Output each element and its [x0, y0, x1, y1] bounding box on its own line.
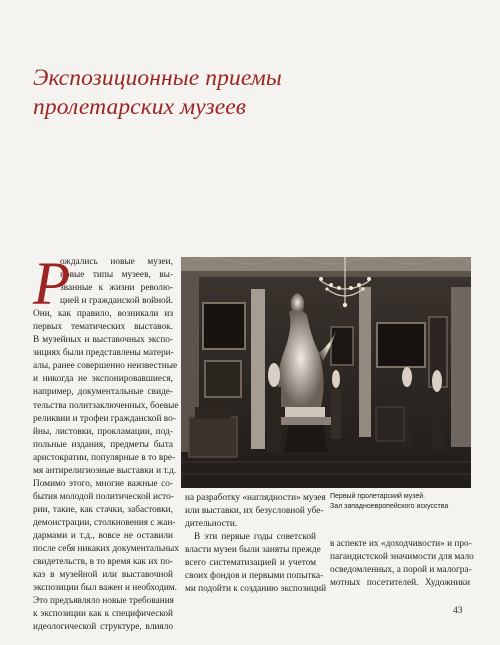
chapter-title-line-1: Экспозиционные приемы	[33, 65, 282, 91]
text-line: свидетельств, в то время как их по-	[33, 557, 173, 568]
text-line: идеологической структуре, влияло	[33, 622, 173, 633]
caption-line-2: Зал западноевропейского искусства	[330, 503, 449, 510]
text-line: в аспекте их «доходчивости» и про-	[330, 539, 472, 549]
text-line: Это предъявляло новые требования	[33, 596, 174, 607]
drop-cap: Р	[33, 251, 71, 318]
caption-line-1: Первый пролетарский музей.	[330, 493, 426, 500]
text-line: В эти первые годы советской	[194, 532, 316, 543]
text-line: пагандистской значимости для мало	[330, 552, 474, 563]
text-line: зициях были представлены матери-	[33, 348, 174, 359]
text-line: осведомленных, а порой и малогра-	[330, 565, 472, 576]
chapter-title-line-2: пролетарских музеев	[33, 94, 247, 120]
text-line: власти музеи были заняты прежде	[185, 545, 321, 556]
text-line: реликвии и трофеи гражданской во-	[33, 413, 176, 424]
text-line: мотных посетителей. Художники	[330, 578, 470, 589]
text-line: на разработку «наглядности» музея	[185, 493, 326, 503]
text-line: тельства политзаключенных, боевые	[33, 400, 179, 411]
text-line: Помимо этого, многие важные со-	[33, 478, 173, 489]
text-line: алы, ранее совершенно неизвестные	[33, 361, 178, 372]
text-line: каз в музейной или выставочной	[33, 570, 173, 581]
text-line: Они, как правило, возникали из	[33, 309, 173, 320]
text-line: званные к жизни револю-	[60, 283, 173, 294]
body-column-1	[33, 251, 179, 634]
text-line: например, документальные свиде-	[33, 387, 173, 398]
text-line: мя антирелигиозные выставки и т.д.	[33, 465, 177, 476]
text-line: аристократии, популярные в то вре-	[33, 452, 176, 463]
chapter-title	[33, 64, 473, 122]
text-line: новые типы музеев, вы-	[60, 270, 173, 281]
text-line: дительности.	[185, 519, 238, 530]
body-column-3	[330, 538, 474, 590]
text-line: дармами и т.д., вовсе не оставили	[33, 530, 173, 541]
text-line: В музейных и выставочных экспо-	[33, 335, 173, 346]
text-line: польные издания, предметы быта	[33, 439, 173, 450]
text-line: после себя никаких документальных	[33, 544, 179, 555]
photo-caption	[330, 492, 472, 512]
text-line: ождались новые музеи,	[60, 257, 173, 267]
text-line: к экспозиции как к специфической	[33, 609, 173, 620]
text-line: экспозиции был важен и необходим.	[33, 583, 177, 594]
text-line: ми подойти к созданию экспозиций	[185, 584, 327, 595]
museum-hall-photo	[181, 257, 471, 488]
text-line: или выставки, их безусловной убе-	[185, 506, 324, 517]
text-line: всего систематизацией и учетом	[185, 558, 316, 569]
text-line: бытия молодой политической исто-	[33, 491, 174, 502]
text-line: цией и гражданской войной.	[60, 296, 173, 307]
text-line: йны, листовки, прокламации, под-	[33, 426, 173, 437]
page-number: 43	[453, 606, 463, 616]
text-line: первых тематических выставок.	[33, 322, 173, 333]
text-line: и никогда не экспонировавшиеся,	[33, 374, 173, 385]
text-line: своих фондов и первыми попытка-	[185, 571, 324, 582]
museum-hall-illustration	[181, 257, 471, 488]
text-line: рии, такие, как стачки, забастовки,	[33, 504, 173, 515]
body-column-2	[185, 492, 327, 596]
text-line: демонстрации, столкновения с жан-	[33, 517, 176, 528]
